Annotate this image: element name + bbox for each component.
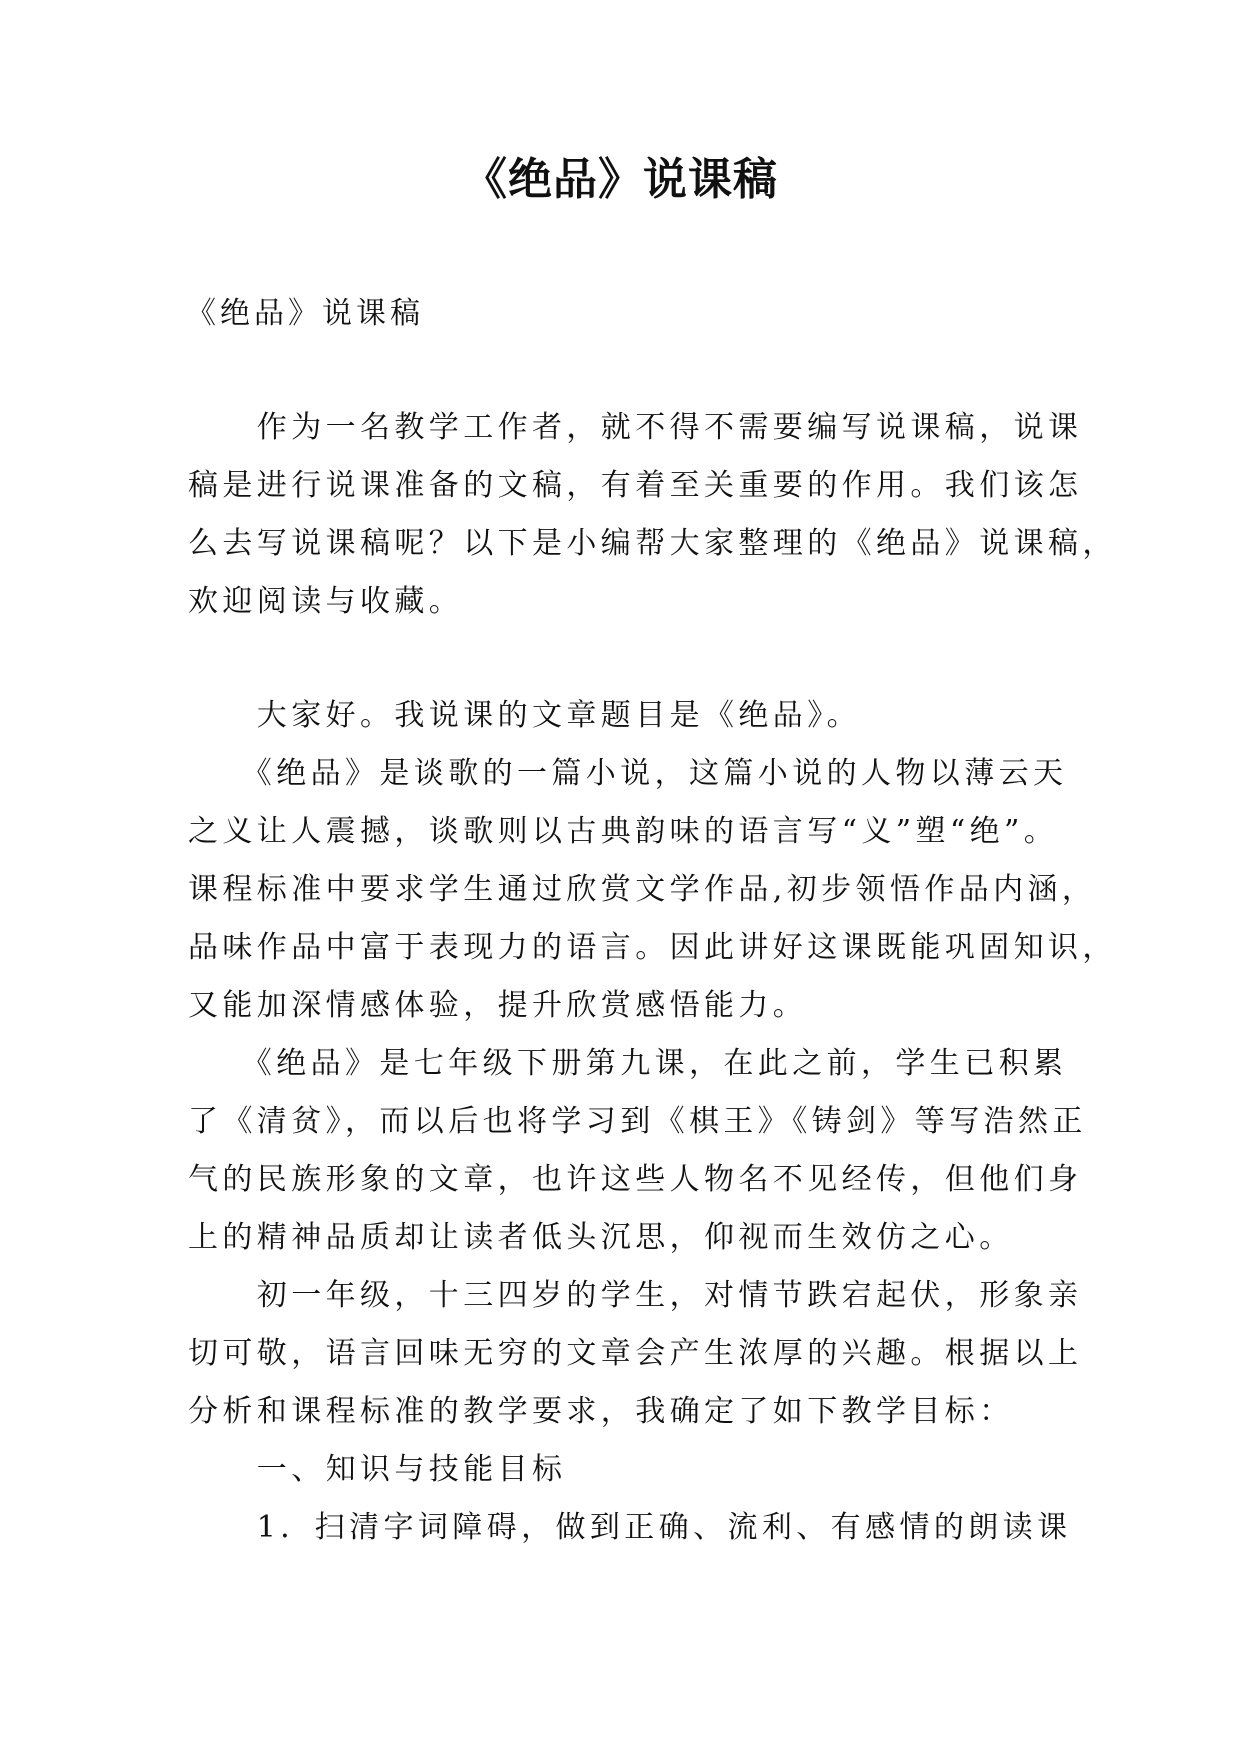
body-line: 么去写说课稿呢？以下是小编帮大家整理的《绝品》说课稿，: [188, 526, 1117, 561]
body-line: 品味作品中富于表现力的语言。因此讲好这课既能巩固知识，: [188, 930, 1117, 965]
body-line: 一、知识与技能目标: [188, 1452, 567, 1487]
body-line: 课程标准中要求学生通过欣赏文学作品,初步领悟作品内涵，: [188, 872, 1097, 907]
body-line: 了《清贫》，而以后也将学习到《棋王》《铸剑》等写浩然正: [188, 1104, 1087, 1139]
body-line: 气的民族形象的文章，也许这些人物名不见经传，但他们身: [188, 1162, 1083, 1197]
body-line: 作为一名教学工作者，就不得不需要编写说课稿，说课: [188, 410, 1083, 445]
body-line: 《绝品》是七年级下册第九课，在此之前，学生已积累: [188, 1046, 1068, 1081]
body-line: 分析和课程标准的教学要求，我确定了如下教学目标：: [188, 1394, 1014, 1429]
body-line: 欢迎阅读与收藏。: [188, 584, 464, 619]
document-title: 《绝品》说课稿: [463, 154, 778, 205]
body-line: 上的精神品质却让读者低头沉思，仰视而生效仿之心。: [188, 1220, 1014, 1255]
body-line: 之义让人震撼，谈歌则以古典韵味的语言写“义”塑“绝”。: [188, 814, 1059, 849]
body-line: 稿是进行说课准备的文稿，有着至关重要的作用。我们该怎: [188, 468, 1083, 503]
body-line: 又能加深情感体验，提升欣赏感悟能力。: [188, 988, 808, 1023]
body-line: 初一年级，十三四岁的学生，对情节跌宕起伏，形象亲: [188, 1278, 1083, 1313]
document-subtitle: 《绝品》说课稿: [186, 296, 424, 331]
body-line: 1．扫清字词障碍，做到正确、流利、有感情的朗读课: [188, 1510, 1072, 1545]
body-line: 大家好。我说课的文章题目是《绝品》。: [188, 698, 861, 733]
body-line: 《绝品》是谈歌的一篇小说，这篇小说的人物以薄云天: [188, 756, 1068, 791]
body-line: 切可敬，语言回味无穷的文章会产生浓厚的兴趣。根据以上: [188, 1336, 1083, 1371]
